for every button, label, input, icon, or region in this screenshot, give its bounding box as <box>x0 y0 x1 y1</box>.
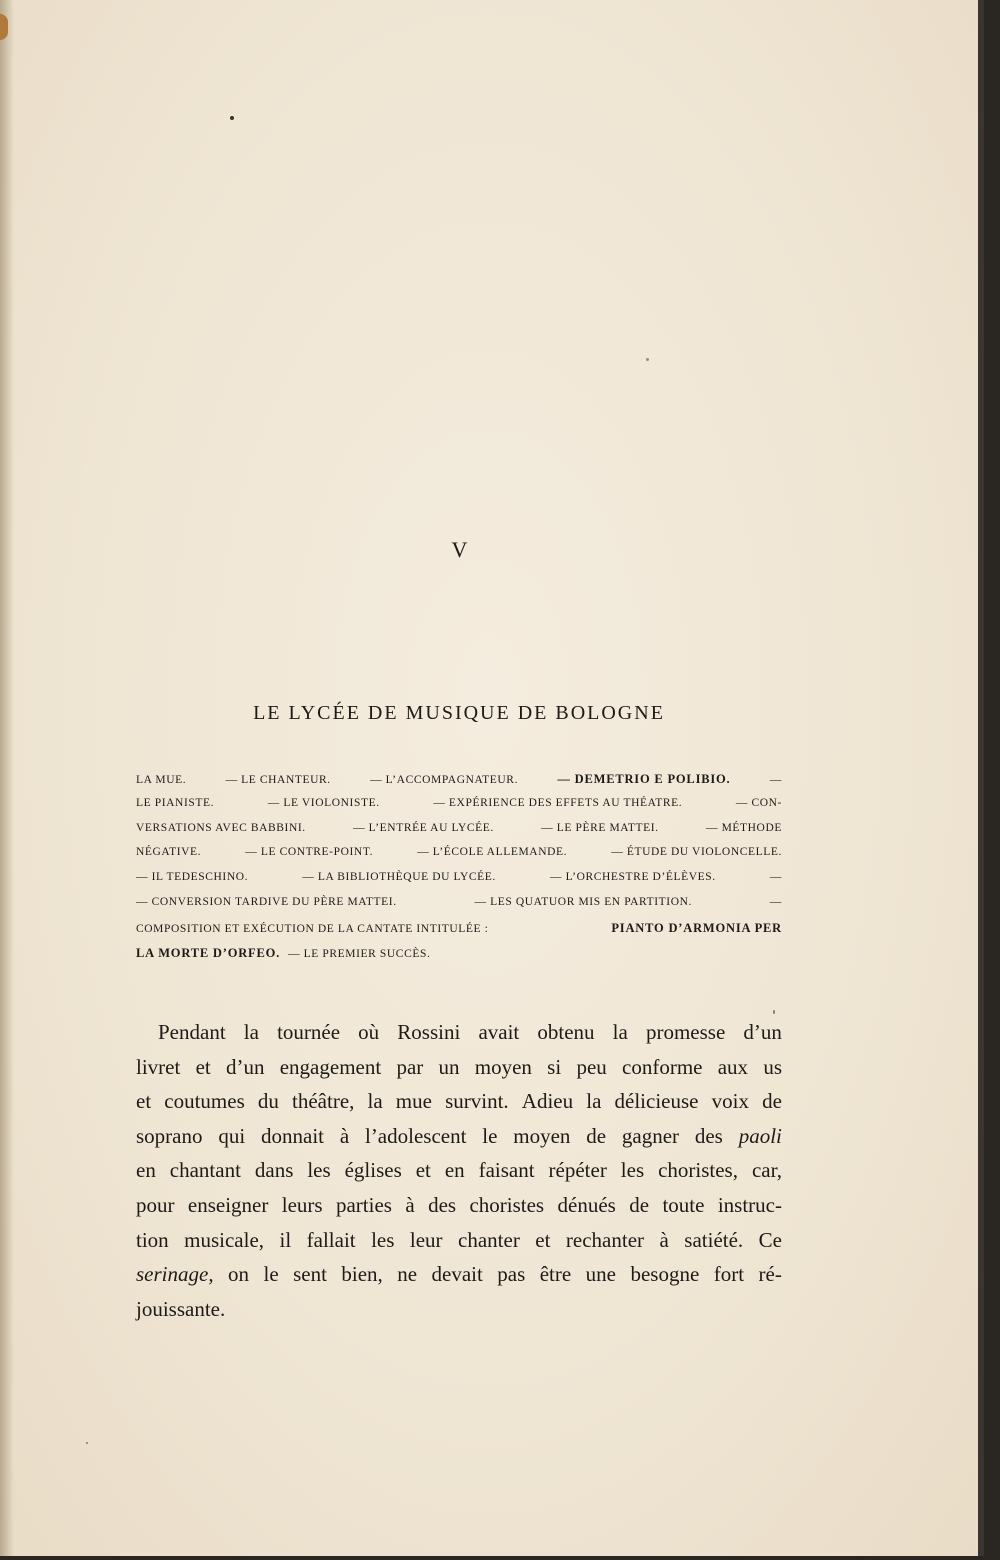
body-word: mue <box>395 1089 432 1114</box>
summary-segment: — LE CONTRE-POINT. <box>245 846 374 859</box>
body-word: théâtre, <box>292 1089 355 1114</box>
body-word: instruc- <box>717 1192 782 1217</box>
body-word: les <box>620 1158 645 1183</box>
body-word: livret <box>136 1054 181 1079</box>
body-word: serinage, <box>136 1262 214 1287</box>
summary-line <box>136 896 782 921</box>
body-word: enseigner <box>187 1192 269 1217</box>
paper-speck <box>230 116 234 120</box>
body-word: une <box>585 1262 616 1287</box>
paper-speck <box>646 358 649 361</box>
summary-line <box>136 772 782 797</box>
summary-segment: COMPOSITION ET EXÉCUTION DE LA CANTATE INTITULÉE : <box>136 922 489 935</box>
summary-segment: — MÉTHODE <box>706 821 782 834</box>
body-word: par <box>396 1054 424 1079</box>
body-word: tournée <box>277 1020 341 1044</box>
summary-segment: — EXPÉRIENCE DES EFFETS AU THÉATRE. <box>433 796 683 809</box>
body-word: peu <box>576 1054 607 1079</box>
body-word: le <box>482 1123 498 1148</box>
summary-segment: — <box>769 895 782 908</box>
chapter-summary <box>136 772 782 970</box>
summary-line <box>136 871 782 896</box>
body-word: Ce <box>758 1227 782 1252</box>
summary-segment: — CON- <box>735 796 782 809</box>
body-word: être <box>539 1262 572 1287</box>
body-word: jouissante. <box>136 1296 226 1321</box>
body-line <box>136 1262 782 1297</box>
body-word: bien, <box>341 1262 383 1287</box>
body-word: à <box>405 1192 415 1217</box>
summary-segment: — L’ÉCOLE ALLEMANDE. <box>417 846 568 859</box>
body-word: de <box>629 1192 650 1217</box>
body-word: ne <box>397 1262 418 1287</box>
body-word: la <box>367 1089 383 1114</box>
body-word: d’un <box>743 1020 782 1044</box>
summary-segment: — <box>769 774 782 786</box>
body-word: où <box>358 1020 380 1044</box>
body-word: Pendant <box>158 1020 226 1044</box>
summary-segment: — DEMETRIO E POLIBIO. <box>557 772 731 786</box>
paper-speck <box>773 1010 775 1014</box>
body-word: Rossini <box>397 1020 461 1044</box>
summary-segment: LE PIANISTE. <box>136 796 215 809</box>
body-word: en <box>136 1158 156 1183</box>
summary-segment: LA MORTE D’ORFEO. <box>136 945 281 960</box>
body-word: paoli <box>738 1123 782 1148</box>
summary-line <box>136 846 782 871</box>
body-word: et <box>136 1089 152 1114</box>
summary-line <box>136 946 782 971</box>
body-line <box>136 1228 782 1263</box>
body-word: choristes <box>469 1192 545 1217</box>
summary-segment: — L’ENTRÉE AU LYCÉE. <box>353 821 494 834</box>
body-word: fallait <box>306 1227 356 1252</box>
body-word: dénués <box>557 1192 616 1217</box>
body-word: moyen <box>474 1054 532 1079</box>
body-word: de <box>586 1123 607 1148</box>
chapter-number: V <box>451 537 469 562</box>
body-word: il <box>279 1227 292 1252</box>
body-word: des <box>428 1192 457 1217</box>
body-word: promesse <box>645 1020 726 1044</box>
summary-segment: — LE PÈRE MATTEI. <box>541 821 659 834</box>
summary-segment: PIANTO D’ARMONIA PER <box>611 920 782 935</box>
summary-segment: — ÉTUDE DU VIOLONCELLE. <box>611 846 782 859</box>
body-word: les <box>307 1158 331 1183</box>
body-word: la <box>612 1020 628 1044</box>
body-paragraph <box>136 1020 782 1331</box>
body-word: voix <box>711 1089 749 1114</box>
body-word: et <box>415 1158 431 1183</box>
body-word: fort <box>713 1262 745 1287</box>
summary-line <box>136 822 782 847</box>
body-word: ré- <box>758 1262 782 1287</box>
summary-segment: — LE VIOLONISTE. <box>267 796 380 809</box>
body-word: des <box>694 1123 723 1148</box>
summary-segment: LA MUE. <box>136 774 187 786</box>
body-line <box>136 1158 782 1193</box>
body-word: de <box>762 1089 782 1114</box>
summary-segment: — LE CHANTEUR. <box>225 774 331 786</box>
paper-speck <box>86 1442 88 1444</box>
body-word: Adieu <box>521 1089 574 1114</box>
body-word: satiété. <box>684 1227 744 1252</box>
body-word: et <box>195 1054 211 1079</box>
body-word: us <box>763 1054 782 1079</box>
body-word: coutumes <box>164 1089 245 1114</box>
body-word: on <box>228 1262 250 1287</box>
body-line <box>136 1020 782 1055</box>
summary-segment: NÉGATIVE. <box>136 846 202 859</box>
body-word: aux <box>717 1054 749 1079</box>
body-word: d’un <box>225 1054 265 1079</box>
summary-segment: — IL TEDESCHINO. <box>136 871 249 884</box>
summary-line <box>136 797 782 822</box>
summary-segment: — LES QUATUOR MIS EN PARTITION. <box>474 895 693 908</box>
body-word: chanter <box>458 1227 520 1252</box>
summary-segment: — CONVERSION TARDIVE DU PÈRE MATTEI. <box>136 895 397 908</box>
page-edge-mark <box>0 14 8 40</box>
body-word: la <box>243 1020 259 1044</box>
body-word: chantant <box>169 1158 241 1183</box>
body-word: qui <box>218 1123 246 1148</box>
body-line <box>136 1089 782 1124</box>
body-word: pas <box>497 1262 526 1287</box>
body-word: engagement <box>279 1054 382 1079</box>
body-line <box>136 1193 782 1228</box>
body-word: tion <box>136 1227 169 1252</box>
body-word: parties <box>335 1192 392 1217</box>
summary-segment: — L’ORCHESTRE D’ÉLÈVES. <box>550 871 716 884</box>
body-word: moyen <box>513 1123 571 1148</box>
body-word: soprano <box>136 1123 203 1148</box>
body-word: obtenu <box>537 1020 595 1044</box>
summary-segment: — <box>769 871 782 884</box>
chapter-title: LE LYCÉE DE MUSIQUE DE BOLOGNE <box>253 702 665 724</box>
summary-segment: — L’ACCOMPAGNATEUR. <box>370 774 519 786</box>
summary-segment: — LE PREMIER SUCCÈS. <box>288 947 431 960</box>
body-word: donnait <box>261 1123 324 1148</box>
body-word: sent <box>293 1262 327 1287</box>
body-line <box>136 1055 782 1090</box>
body-word: le <box>263 1262 279 1287</box>
body-word: choristes, <box>658 1158 738 1183</box>
body-word: dans <box>254 1158 294 1183</box>
page-gutter-shadow <box>0 0 14 1556</box>
body-word: à <box>339 1123 350 1148</box>
body-word: gagner <box>621 1123 680 1148</box>
body-word: les <box>371 1227 395 1252</box>
body-word: car, <box>751 1158 782 1183</box>
body-word: églises <box>344 1158 402 1183</box>
summary-line <box>136 921 782 946</box>
body-word: faisant <box>478 1158 535 1183</box>
body-word: conforme <box>622 1054 703 1079</box>
body-word: avait <box>478 1020 520 1044</box>
body-word: si <box>547 1054 562 1079</box>
body-word: en <box>444 1158 465 1183</box>
body-word: à <box>659 1227 669 1252</box>
body-word: devait <box>431 1262 483 1287</box>
body-line <box>136 1297 782 1332</box>
body-word: toute <box>662 1192 705 1217</box>
body-word: un <box>438 1054 460 1079</box>
body-word: rechanter <box>565 1227 645 1252</box>
summary-segment: — LA BIBLIOTHÈQUE DU LYCÉE. <box>302 871 496 884</box>
body-word: survint. <box>445 1089 509 1114</box>
body-word: délicieuse <box>614 1089 699 1114</box>
body-word: besogne <box>630 1262 700 1287</box>
body-word: leurs <box>281 1192 323 1217</box>
body-word: musicale, <box>184 1227 265 1252</box>
body-word: du <box>257 1089 279 1114</box>
body-word: l’adolescent <box>364 1123 467 1148</box>
summary-segment: VERSATIONS AVEC BABBINI. <box>136 821 306 834</box>
body-word: leur <box>409 1227 443 1252</box>
body-word: la <box>586 1089 602 1114</box>
body-word: et <box>535 1227 551 1252</box>
body-line <box>136 1124 782 1159</box>
body-word: répéter <box>548 1158 607 1183</box>
body-word: pour <box>136 1192 175 1217</box>
